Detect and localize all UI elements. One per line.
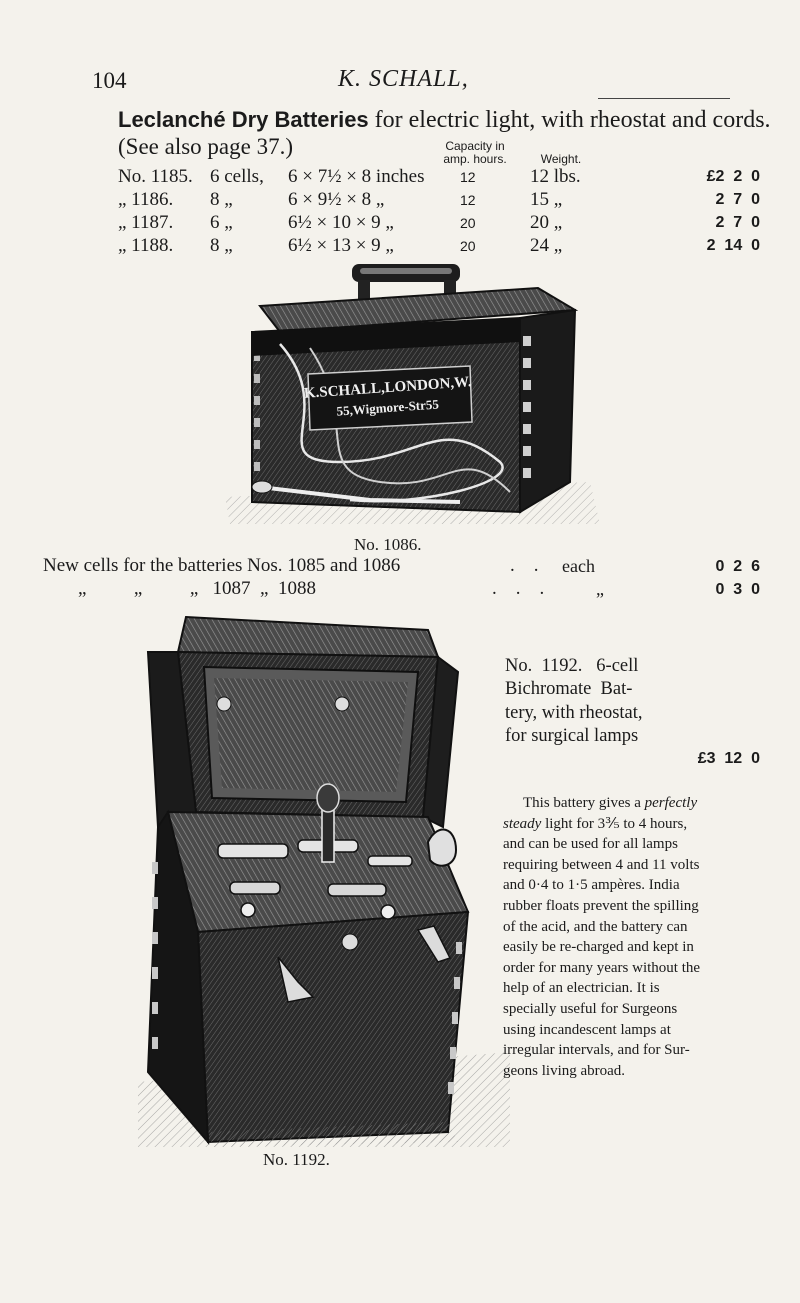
section-title [118, 107, 771, 134]
capacity-column-head [430, 140, 520, 166]
product-1192-price: £3 12 0 [697, 750, 760, 767]
row-1186-weight: 15 „ [530, 189, 563, 210]
new-cells-line-1-each: each [562, 556, 595, 576]
row-1188-capacity: 20 [460, 238, 476, 254]
capacity-head-line2: amp. hours. [443, 152, 507, 166]
inscription-line-1: K.SCHALL,LONDON,W. [303, 374, 472, 402]
row-1188-number: „ 1188. [118, 235, 174, 256]
description-line-6: rubber floats prevent the spilling [503, 897, 699, 914]
description-line-12: using incandescent lamps at [503, 1021, 671, 1038]
description-line-7: of the acid, and the battery can [503, 918, 688, 935]
new-cells-line-1-text: New cells for the batteries Nos. 1085 and 1086 [43, 555, 401, 576]
product-1192-description [503, 793, 763, 1081]
row-1186-number: „ 1186. [118, 189, 174, 210]
see-also-note: (See also page 37.) [118, 134, 293, 159]
description-line-11: specially useful for Surgeons [503, 1000, 678, 1017]
row-1186-price: 2 7 0 [715, 191, 760, 208]
row-1187-weight: 20 „ [530, 212, 563, 233]
row-1186-cells: 8 „ [210, 189, 233, 210]
title-rest: for electric light, with rheostat and cords. [368, 107, 771, 133]
row-1185-dims: 6 × 7½ × 8 inches [288, 166, 425, 187]
description-line-1 [503, 793, 763, 814]
new-cells-line-2-dots: . . . [492, 578, 545, 599]
new-cells-line-2-ditto: „ [596, 579, 604, 599]
product-1192-line-3: tery, with rheostat, [505, 702, 643, 723]
bichromate-battery-illustration [138, 612, 510, 1147]
header-rule [598, 98, 730, 99]
description-line-14: geons living abroad. [503, 1062, 626, 1079]
page-number: 104 [92, 68, 127, 93]
description-line-2-text: light for 3⅗ to 4 hours, [541, 815, 688, 832]
description-line-3: and can be used for all lamps [503, 836, 678, 853]
new-cells-line-1-price: 0 2 6 [715, 558, 760, 575]
description-line-10: help of an electrician. It is [503, 980, 660, 997]
description-line-2 [503, 814, 763, 835]
inscription-line-2: 55,Wigmore-Str55 [336, 396, 440, 419]
row-1186-capacity: 12 [460, 192, 476, 208]
row-1187-cells: 6 „ [210, 212, 233, 233]
description-line-9: order for many years without the [503, 959, 701, 976]
weight-column-head: Weight. [540, 152, 582, 166]
row-1187-price: 2 7 0 [715, 214, 760, 231]
row-1187-number: „ 1187. [118, 212, 174, 233]
row-1186-dims: 6 × 9½ × 8 „ [288, 189, 385, 210]
new-cells-line-1-dots: . . [510, 555, 539, 576]
new-cells-line-2-price: 0 3 0 [715, 581, 760, 598]
battery-box-illustration [220, 262, 605, 532]
row-1187-dims: 6½ × 10 × 9 „ [288, 212, 394, 233]
row-1185-number: No. 1185. [118, 166, 193, 187]
description-line-1-text: This battery gives a [523, 795, 645, 811]
row-1185-capacity: 12 [460, 169, 476, 185]
row-1188-dims: 6½ × 13 × 9 „ [288, 235, 394, 256]
row-1188-cells: 8 „ [210, 235, 233, 256]
figure-caption-1086: No. 1086. [354, 535, 422, 554]
product-1192-line-2: Bichromate Bat- [505, 679, 633, 700]
product-1192-heading [505, 655, 775, 748]
description-line-13: irregular intervals, and for Sur- [503, 1042, 690, 1059]
description-line-4: requiring between 4 and 11 volts [503, 856, 700, 873]
row-1185-weight: 12 lbs. [530, 166, 581, 187]
product-1192-line-4: for surgical lamps [505, 725, 639, 746]
new-cells-line-2-text: „ „ „ 1087 „ 1088 [78, 578, 316, 599]
description-line-5: and 0·4 to 1·5 ampères. India [503, 877, 680, 894]
row-1185-price: £2 2 0 [706, 168, 760, 185]
row-1187-capacity: 20 [460, 215, 476, 231]
row-1188-weight: 24 „ [530, 235, 563, 256]
description-emphasis-perfectly: perfectly [644, 795, 698, 811]
description-line-8: easily be re-charged and kept in [503, 939, 694, 956]
row-1188-price: 2 14 0 [706, 237, 760, 254]
row-1185-cells: 6 cells, [210, 166, 264, 187]
title-bold: Leclanché Dry Batteries [118, 107, 369, 132]
running-head: K. SCHALL, [338, 66, 469, 92]
capacity-head-line1: Capacity in [445, 139, 505, 153]
product-1192-line-1: No. 1192. 6-cell [505, 656, 639, 676]
description-emphasis-steady: steady [503, 815, 542, 832]
figure-caption-1192: No. 1192. [263, 1150, 330, 1169]
